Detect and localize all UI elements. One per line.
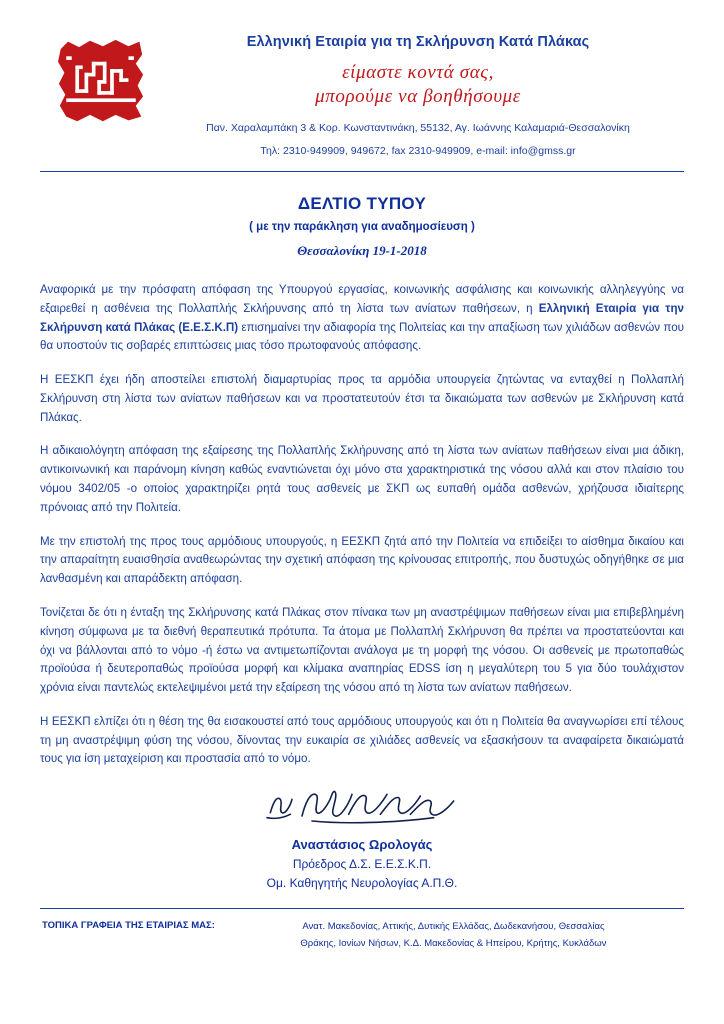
paragraph-1-part-2: επισημαίνει την αδιαφορία της Πολιτείας και την απαξίωση των χιλιάδων ασθενών που θα υποστούν τις σοβαρές επιπτώσεις μιας τόσο πρωτοφανούς απόφασης. [40, 320, 684, 353]
paragraph-1-bold-org: Ελληνική Εταιρία για την Σκλήρυνση κατά Πλάκας (Ε.Ε.Σ.Κ.Π) [40, 301, 684, 334]
paragraph-5: Τονίζεται δε ότι η ένταξη της Σκλήρυνσης κατά Πλάκας στον πίνακα των μη αναστρέψιμων παθήσεων είναι μια επιβεβλημένη κίνηση σύμφωνα με τα διεθνή θεραπευτικά πρότυπα. Τα άτομα με Πολλαπλή Σκλήρυνση θα πρέπει να προστατεύονται και όχι να βάλλονται από το νόμο -ή έστω να αντιμετωπίζονται ανάλογα με τη μορφή της νόσου. Οι ασθενείς με πρωτοπαθώς προϊούσα ή δευτεροπαθώς προϊούσα μορφή και κλίμακα αναπηρίας EDSS ίση η μεγαλύτερη του 5 για δύο τουλάχιστον χρόνια είναι παντελώς εκτελεψιμένοι μετά την εξαίρεση της νόσου από τη λίστα των ανίατων παθήσεων. [40, 605, 684, 695]
header-text-block [160, 28, 686, 157]
page-subtitle: ( με την παράκληση για αναδημοσίευση ) [249, 221, 475, 233]
footer-divider [40, 908, 684, 909]
signatory-role-line-2: Ομ. Καθηγητής Νευρολογίας Α.Π.Θ. [266, 876, 458, 891]
letterhead-header [0, 0, 724, 157]
document-body [40, 281, 684, 769]
paragraph-3: Η αδικαιολόγητη απόφαση της εξαίρεσης της Πολλαπλής Σκλήρυνσης από τη λίστα των ανίατων παθήσεων είναι μια άδικη, αντικοινωνική και παράνομη κίνηση καθώς εναντιώνεται όχι μόνο στα χαρακτηριστικά της νόσου αλλά και στον πλαίσιο του νόμου 3402/05 -ο οποίος χαρακτηρίζει ρητά τους ασθενείς με ΣΚΠ ως ευπαθή ομάδα ασθενών, χρήζουσα ιδιαίτερης πρόνοιας από την Πολιτεία. [40, 444, 684, 514]
paragraph-4: Με την επιστολή της προς τους αρμόδιους υπουργούς, η ΕΕΣΚΠ ζητά από την Πολιτεία να επιδείξει το αίσθημα δικαίου και την απαραίτητη ευαισθησία αναθεωρώντας την σχετική απόφαση της κρίνουσας επιτροπής, που δυστυχώς οδηγήθηκε σε μια λανθασμένη και απαράδεκτη απόφαση. [40, 534, 684, 586]
handwritten-signature [0, 784, 724, 835]
organization-address: Παν. Χαραλαμπάκη 3 & Κορ. Κωνσταντινάκη, 55132, Αγ. Ιωάννης Καλαμαριά-Θεσσαλονίκη [206, 122, 630, 134]
signatory-name: Αναστάσιος Ωρολογάς [291, 837, 433, 853]
signatory-role-line-1: Πρόεδρος Δ.Σ. Ε.Ε.Σ.Κ.Π. [292, 857, 432, 872]
signature-block [0, 784, 724, 890]
logo-container [42, 28, 160, 124]
eesk-logo [55, 38, 147, 124]
paragraph-6: Η ΕΕΣΚΠ ελπίζει ότι η θέση της θα εισακουστεί από τους αρμόδιους υπουργούς και ότι η Πολιτεία θα αναγνωρίσει επί τέλους τη μη αναστρέψιμη φύση της νόσου, δίνοντας την ευκαιρία σε χιλιάδες ασθενείς να εξασκήσουν τα αναφαίρετα δικαιώματά τους για ίση μεταχείριση και προστασία από το νόμο. [40, 714, 684, 766]
paragraph-2: Η ΕΕΣΚΠ έχει ήδη αποστείλει επιστολή διαμαρτυρίας προς τα αρμόδια υπουργεία ζητώντας να ενταχθεί η Πολλαπλή Σκλήρυνση στη λίστα των ανίατων παθήσεων και να προστατευτούν έτσι τα δικαιώματα των ασθενών με Σκλήρυνση κατά Πλάκας. [40, 373, 684, 424]
slogan-line-2: μπορούμε να βοηθήσουμε [315, 86, 521, 107]
paragraph-1 [40, 281, 684, 356]
title-block [0, 194, 724, 259]
organization-contact: Τηλ: 2310-949909, 949672, fax 2310-949909, e-mail: info@gmss.gr [260, 145, 576, 157]
footer-offices [225, 919, 682, 952]
footer-label: ΤΟΠΙΚΑ ΓΡΑΦΕΙΑ ΤΗΣ ΕΤΑΙΡΙΑΣ ΜΑΣ: [42, 920, 215, 932]
footer [42, 919, 682, 952]
place-and-date: Θεσσαλονίκη 19-1-2018 [297, 243, 427, 258]
header-divider [40, 171, 684, 172]
footer-offices-line-1: Ανατ. Μακεδονίας, Αττικής, Δυτικής Ελλάδας, Δωδεκανήσου, Θεσσαλίας [302, 921, 605, 933]
footer-offices-line-2: Θράκης, Ιονίων Νήσων, Κ.Δ. Μακεδονίας & Ηπείρου, Κρήτης, Κυκλάδων [300, 937, 607, 949]
page-title: ΔΕΛΤΙΟ ΤΥΠΟΥ [297, 194, 427, 213]
paragraph-1-part-1: Αναφορικά με την πρόσφατη απόφαση της Υπουργού εργασίας, κοινωνικής ασφάλισης και κοινωνικής αλληλεγγύης να εξαιρεθεί η ασθένεια της Πολλαπλής Σκλήρυνσης από τη λίστα των ανίατων παθήσεων, η [40, 283, 684, 315]
slogan-line-1: είμαστε κοντά σας, [342, 62, 494, 83]
organization-name: Ελληνική Εταιρία για τη Σκλήρυνση Κατά Πλάκας [246, 34, 590, 50]
